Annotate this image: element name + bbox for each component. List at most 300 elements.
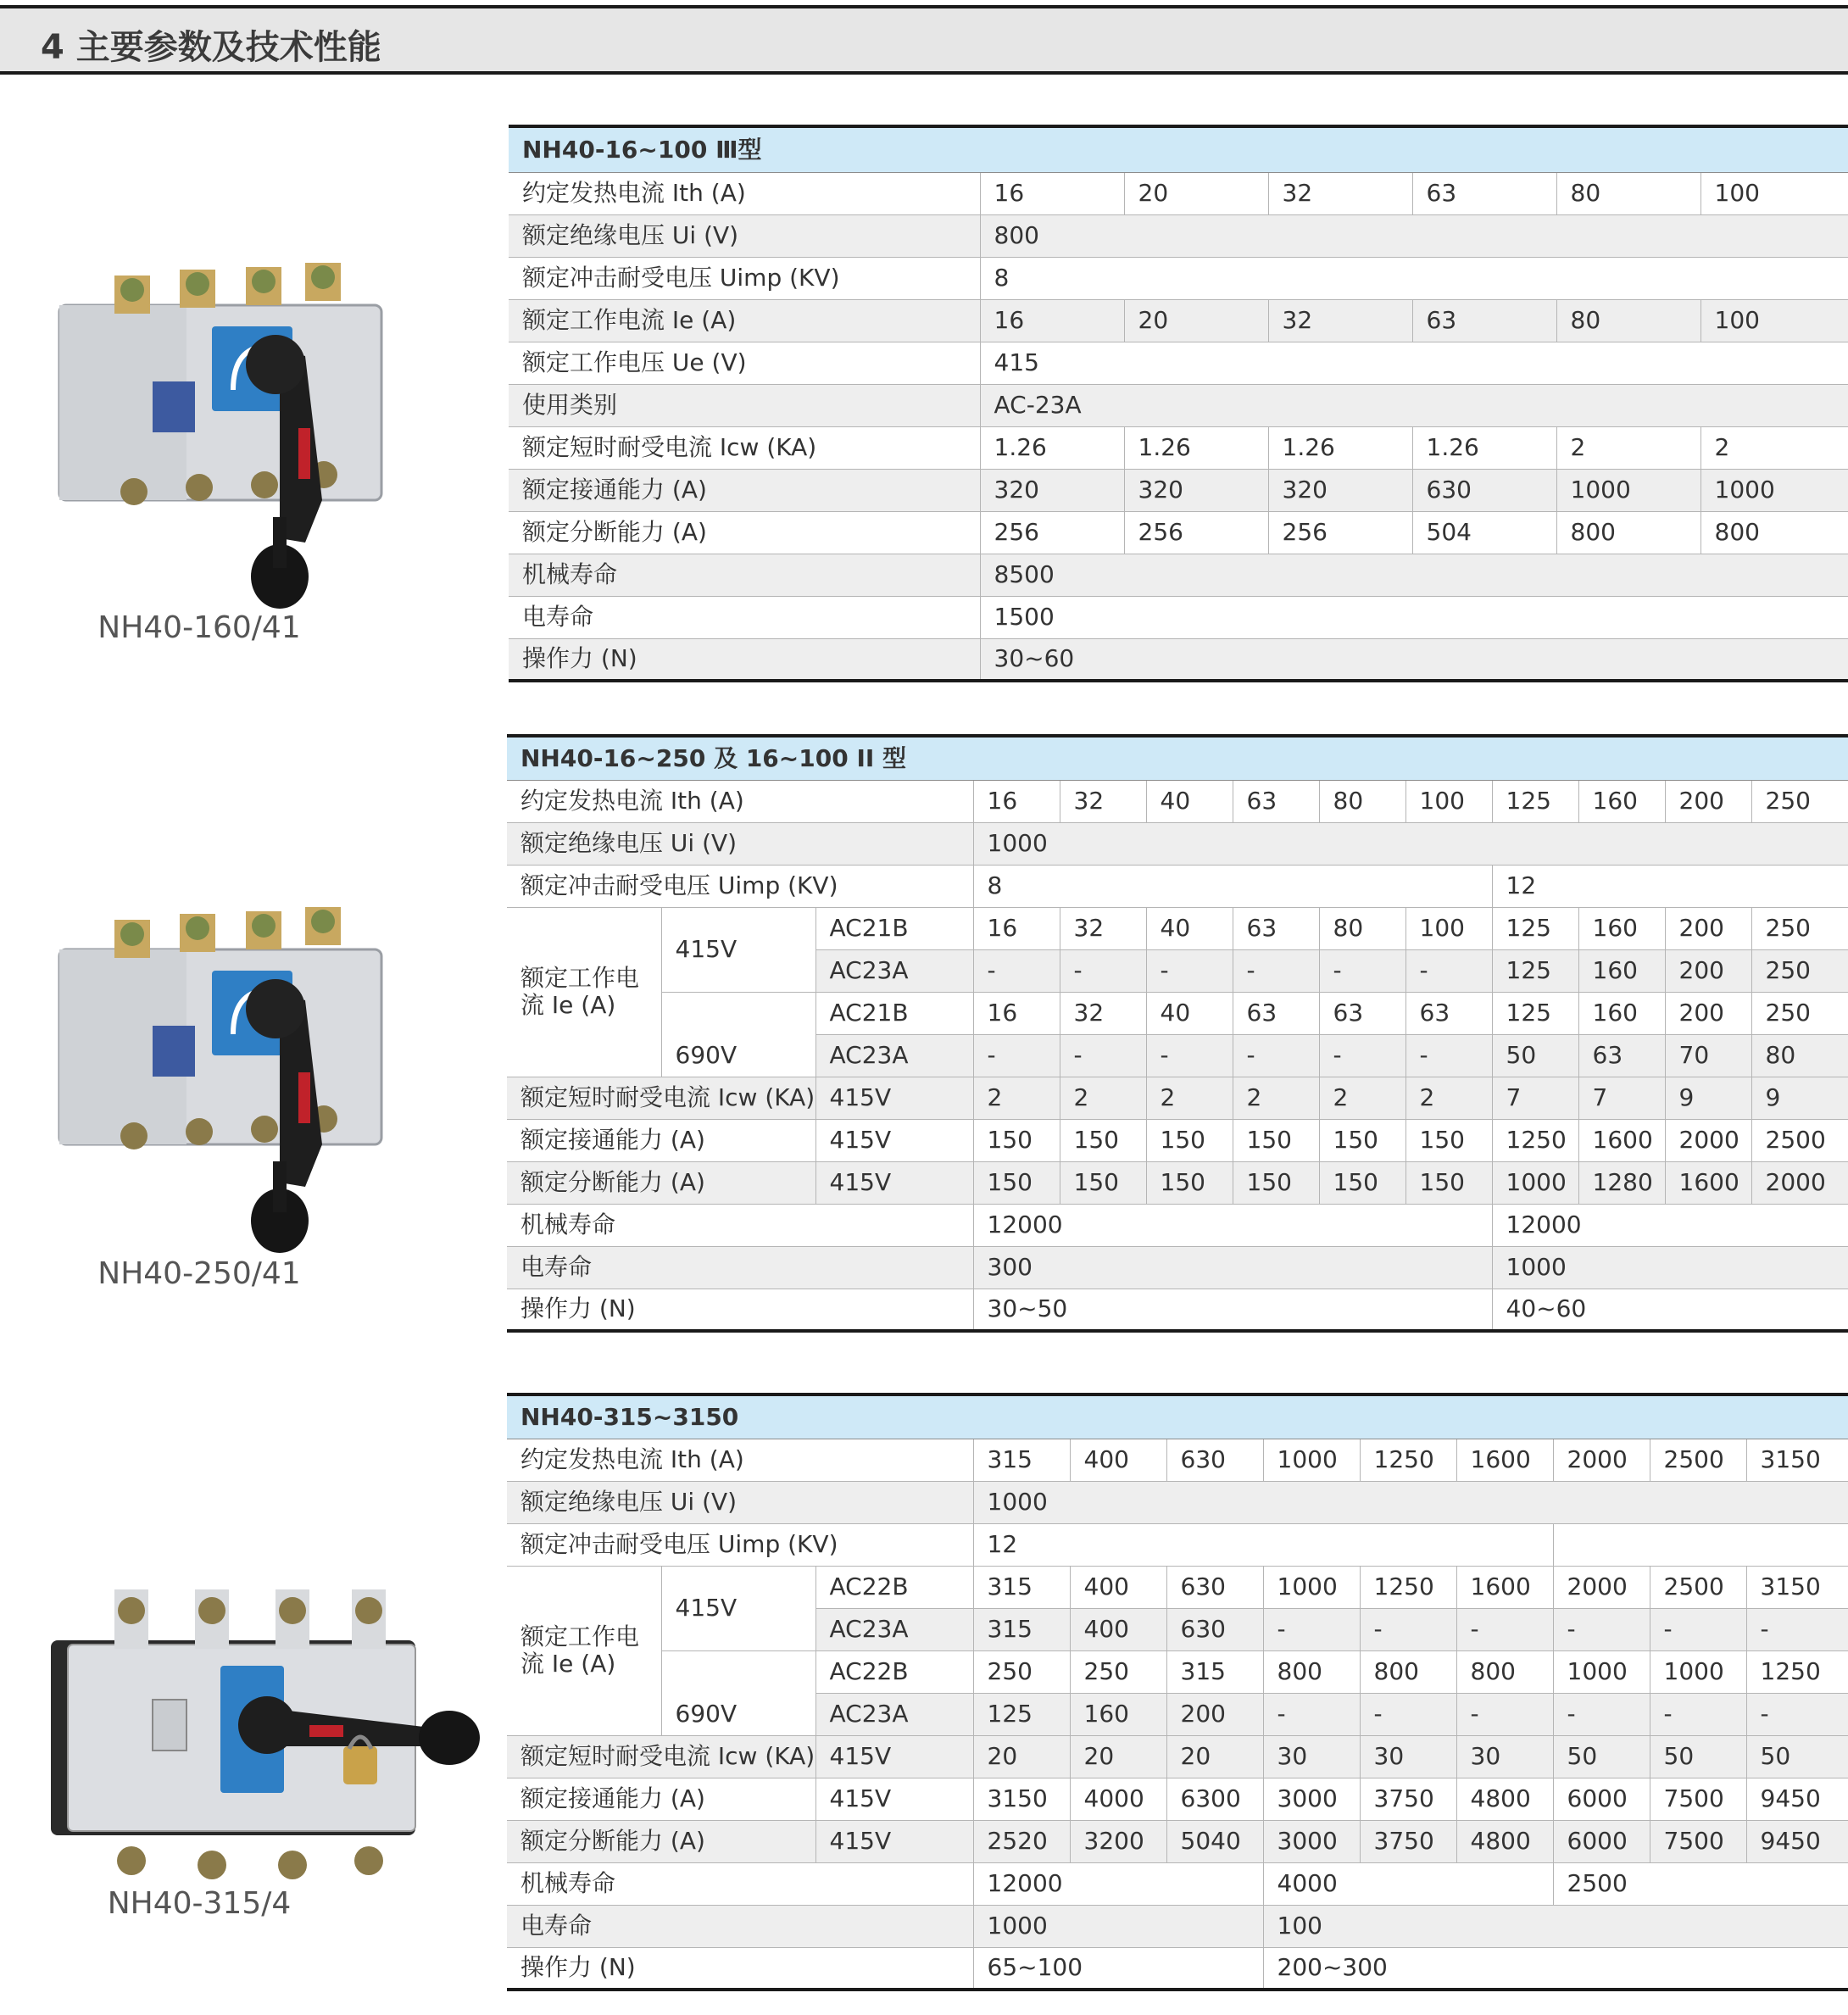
voltage-label: 415V xyxy=(815,1119,973,1161)
table-cell: 1600 xyxy=(1456,1439,1553,1481)
table-cell: 40 xyxy=(1146,992,1233,1034)
table-cell: 800 xyxy=(1263,1650,1360,1693)
table-cell: - xyxy=(1553,1608,1650,1650)
switch-product-image-2 xyxy=(51,890,390,1263)
table-cell: 1250 xyxy=(1746,1650,1848,1693)
table-row xyxy=(509,511,1848,554)
table-cell: - xyxy=(1360,1693,1456,1735)
table-cell: 200 xyxy=(1665,907,1751,949)
table-cell: - xyxy=(1146,949,1233,992)
category-label: AC21B xyxy=(815,907,973,949)
category-label: AC23A xyxy=(815,1034,973,1077)
row-label: 额定绝缘电压 Ui (V) xyxy=(507,1481,973,1523)
table-cell: 2 xyxy=(1700,426,1848,469)
table-row xyxy=(507,1439,1848,1481)
table-cell: 800 xyxy=(980,214,1848,257)
table-cell: 63 xyxy=(1233,907,1319,949)
table-cell: 315 xyxy=(973,1566,1070,1608)
table-cell: 1600 xyxy=(1456,1566,1553,1608)
table-cell: 1000 xyxy=(1650,1650,1746,1693)
table-cell: 125 xyxy=(1492,992,1578,1034)
table-cell: 2 xyxy=(1146,1077,1233,1119)
table-row xyxy=(509,426,1848,469)
table-cell: - xyxy=(1360,1608,1456,1650)
table-cell: 7500 xyxy=(1650,1820,1746,1862)
table-cell: 800 xyxy=(1360,1650,1456,1693)
table-cell: 30 xyxy=(1263,1735,1360,1778)
table-cell: 63 xyxy=(1405,992,1492,1034)
table-cell: 20 xyxy=(973,1735,1070,1778)
table-cell: - xyxy=(1553,1693,1650,1735)
table-cell: 8 xyxy=(980,257,1848,299)
table-cell: 504 xyxy=(1412,511,1556,554)
table-cell: 63 xyxy=(1233,992,1319,1034)
table-row xyxy=(507,1947,1848,1990)
table-cell: 150 xyxy=(973,1119,1060,1161)
table-cell: 80 xyxy=(1319,780,1405,822)
table-cell: 315 xyxy=(973,1439,1070,1481)
table-cell: AC-23A xyxy=(980,384,1848,426)
table-row xyxy=(507,1566,1848,1608)
table-title: NH40-16~100 Ⅲ型 xyxy=(509,126,1848,172)
spec-table-1 xyxy=(509,125,1848,682)
table-cell: 3150 xyxy=(1746,1439,1848,1481)
table-cell: 30 xyxy=(1456,1735,1553,1778)
row-label: 额定接通能力 (A) xyxy=(507,1778,815,1820)
table-title: NH40-16~250 及 16~100 II 型 xyxy=(507,736,1848,780)
table-cell: 1.26 xyxy=(980,426,1124,469)
table-cell: 16 xyxy=(973,780,1060,822)
section-title: 4 主要参数及技术性能 xyxy=(41,28,381,67)
table-cell: 320 xyxy=(1124,469,1268,511)
table-cell: - xyxy=(1319,1034,1405,1077)
table-cell: 3750 xyxy=(1360,1820,1456,1862)
table-cell: 800 xyxy=(1456,1650,1553,1693)
table-cell: - xyxy=(1319,949,1405,992)
switch-product-image-3 xyxy=(47,1572,487,1912)
row-label: 电寿命 xyxy=(507,1246,973,1289)
table-cell: 2520 xyxy=(973,1820,1070,1862)
table-cell: 800 xyxy=(1700,511,1848,554)
table-cell: 80 xyxy=(1556,172,1700,214)
table-cell: 1000 xyxy=(973,1905,1263,1947)
table-cell: - xyxy=(1146,1034,1233,1077)
table-cell: 256 xyxy=(980,511,1124,554)
table-row xyxy=(509,257,1848,299)
table-cell: 630 xyxy=(1166,1608,1263,1650)
table-cell: 200 xyxy=(1665,780,1751,822)
table-cell: 1600 xyxy=(1665,1161,1751,1204)
table-cell: - xyxy=(1746,1608,1848,1650)
table-row xyxy=(507,1862,1848,1905)
table-cell: 3150 xyxy=(1746,1566,1848,1608)
table-cell: 800 xyxy=(1556,511,1700,554)
table-row xyxy=(509,596,1848,638)
table-cell: 1250 xyxy=(1492,1119,1578,1161)
table-cell: 12000 xyxy=(973,1204,1492,1246)
table-cell: 1250 xyxy=(1360,1566,1456,1608)
table-cell: 30 xyxy=(1360,1735,1456,1778)
table-cell: 125 xyxy=(973,1693,1070,1735)
table-cell: 1.26 xyxy=(1268,426,1412,469)
table-cell: - xyxy=(1650,1608,1746,1650)
table-cell: 3750 xyxy=(1360,1778,1456,1820)
table-cell: 400 xyxy=(1070,1566,1166,1608)
table-cell: 40 xyxy=(1146,907,1233,949)
table-cell: - xyxy=(1746,1693,1848,1735)
table-cell: 3150 xyxy=(973,1778,1070,1820)
table-row xyxy=(507,822,1848,865)
table-cell: 400 xyxy=(1070,1439,1166,1481)
table-cell: 200 xyxy=(1166,1693,1263,1735)
table-cell: 40~60 xyxy=(1492,1289,1848,1331)
row-label: 额定冲击耐受电压 Uimp (KV) xyxy=(507,1523,973,1566)
table-cell: 20 xyxy=(1070,1735,1166,1778)
table-cell: 6000 xyxy=(1553,1820,1650,1862)
table-cell: 80 xyxy=(1556,299,1700,342)
row-label: 约定发热电流 Ith (A) xyxy=(509,172,980,214)
table-cell: 200 xyxy=(1665,949,1751,992)
table-cell: 63 xyxy=(1319,992,1405,1034)
table-cell: 9 xyxy=(1665,1077,1751,1119)
table-cell: 70 xyxy=(1665,1034,1751,1077)
table-cell: - xyxy=(1263,1693,1360,1735)
table-cell: 3200 xyxy=(1070,1820,1166,1862)
row-label: 额定冲击耐受电压 Uimp (KV) xyxy=(507,865,973,907)
row-label: 额定接通能力 (A) xyxy=(507,1119,815,1161)
table-cell: 160 xyxy=(1578,780,1665,822)
table-cell: 7 xyxy=(1492,1077,1578,1119)
table-cell: 16 xyxy=(980,172,1124,214)
row-label: 额定短时耐受电流 Icw (KA) xyxy=(507,1735,815,1778)
row-label: 机械寿命 xyxy=(507,1862,973,1905)
table-cell: 40 xyxy=(1146,780,1233,822)
table-row xyxy=(507,1650,1848,1693)
table-cell: 1000 xyxy=(973,1481,1848,1523)
table-cell: 400 xyxy=(1070,1608,1166,1650)
product-label-1: NH40-160/41 xyxy=(97,610,301,645)
product-label-3: NH40-315/4 xyxy=(107,1886,292,1921)
table-cell: 8 xyxy=(973,865,1492,907)
table-cell: 3000 xyxy=(1263,1778,1360,1820)
spec-table-2 xyxy=(507,734,1848,1333)
product-label-2: NH40-250/41 xyxy=(97,1256,301,1291)
table-cell: 100 xyxy=(1700,172,1848,214)
table-row xyxy=(507,865,1848,907)
table-cell: 415 xyxy=(980,342,1848,384)
table-cell: 1000 xyxy=(1556,469,1700,511)
table-cell: 5040 xyxy=(1166,1820,1263,1862)
table-row xyxy=(507,1820,1848,1862)
table-cell: 150 xyxy=(1405,1119,1492,1161)
table-cell: 50 xyxy=(1650,1735,1746,1778)
table-cell: 320 xyxy=(1268,469,1412,511)
table-cell: 4800 xyxy=(1456,1778,1553,1820)
table-cell: - xyxy=(1060,1034,1146,1077)
table-row xyxy=(507,1161,1848,1204)
table-cell: 1000 xyxy=(973,822,1848,865)
voltage-label: 415V xyxy=(815,1778,973,1820)
table-cell: 100 xyxy=(1405,907,1492,949)
row-label: 额定工作电压 Ue (V) xyxy=(509,342,980,384)
table-cell: 32 xyxy=(1268,172,1412,214)
table-cell: 32 xyxy=(1060,780,1146,822)
row-label: 额定分断能力 (A) xyxy=(507,1820,815,1862)
table-cell: 1000 xyxy=(1492,1161,1578,1204)
table-cell: 2000 xyxy=(1665,1119,1751,1161)
voltage-label: 690V xyxy=(661,1650,815,1735)
table-cell: 1000 xyxy=(1553,1650,1650,1693)
table-cell: - xyxy=(1060,949,1146,992)
table-row xyxy=(509,638,1848,681)
table-cell: 630 xyxy=(1412,469,1556,511)
table-cell: - xyxy=(1405,949,1492,992)
table-cell: - xyxy=(973,949,1060,992)
voltage-label: 690V xyxy=(661,992,815,1077)
table-cell: 256 xyxy=(1124,511,1268,554)
table-cell: 80 xyxy=(1319,907,1405,949)
table-cell: 9 xyxy=(1751,1077,1848,1119)
table-cell: 50 xyxy=(1492,1034,1578,1077)
table-cell: 32 xyxy=(1060,907,1146,949)
table-cell: - xyxy=(1233,1034,1319,1077)
table-cell: 1000 xyxy=(1263,1439,1360,1481)
table-row xyxy=(507,1246,1848,1289)
table-cell: 100 xyxy=(1263,1905,1848,1947)
table-cell: 315 xyxy=(973,1608,1070,1650)
row-label: 额定短时耐受电流 Icw (KA) xyxy=(509,426,980,469)
table-cell: - xyxy=(973,1034,1060,1077)
table-cell: 32 xyxy=(1060,992,1146,1034)
table-cell: 2000 xyxy=(1751,1161,1848,1204)
table-cell: 1600 xyxy=(1578,1119,1665,1161)
table-cell: 2 xyxy=(973,1077,1060,1119)
table-cell: 20 xyxy=(1124,172,1268,214)
table-cell: 2000 xyxy=(1553,1566,1650,1608)
row-label: 额定绝缘电压 Ui (V) xyxy=(507,822,973,865)
table-cell: 6000 xyxy=(1553,1778,1650,1820)
row-label: 电寿命 xyxy=(509,596,980,638)
table-cell: 63 xyxy=(1233,780,1319,822)
table-cell: 315 xyxy=(1166,1650,1263,1693)
row-label: 机械寿命 xyxy=(509,554,980,596)
table-row xyxy=(507,1119,1848,1161)
table-row xyxy=(509,554,1848,596)
table-cell: 320 xyxy=(980,469,1124,511)
table-cell: 2 xyxy=(1405,1077,1492,1119)
table-cell: 2500 xyxy=(1650,1566,1746,1608)
table-cell: - xyxy=(1233,949,1319,992)
table-row xyxy=(507,1905,1848,1947)
table-cell: 4800 xyxy=(1456,1820,1553,1862)
table-cell: 1.26 xyxy=(1124,426,1268,469)
table-cell: 2 xyxy=(1233,1077,1319,1119)
table-cell: 150 xyxy=(1405,1161,1492,1204)
table-cell: 630 xyxy=(1166,1439,1263,1481)
table-cell: 16 xyxy=(980,299,1124,342)
table-cell: 250 xyxy=(1751,992,1848,1034)
table-cell: - xyxy=(1650,1693,1746,1735)
table-cell: 2 xyxy=(1060,1077,1146,1119)
table-cell: 125 xyxy=(1492,780,1578,822)
row-label: 操作力 (N) xyxy=(507,1947,973,1990)
table-cell: 160 xyxy=(1070,1693,1166,1735)
table-row xyxy=(507,1778,1848,1820)
table-cell: 16 xyxy=(973,907,1060,949)
table-cell: 1000 xyxy=(1492,1246,1848,1289)
table-cell: 1250 xyxy=(1360,1439,1456,1481)
row-label: 电寿命 xyxy=(507,1905,973,1947)
table-cell: 150 xyxy=(973,1161,1060,1204)
table-cell: 160 xyxy=(1578,949,1665,992)
table-cell: 160 xyxy=(1578,992,1665,1034)
table-cell: 256 xyxy=(1268,511,1412,554)
category-label: AC22B xyxy=(815,1566,973,1608)
row-label: 使用类别 xyxy=(509,384,980,426)
table-row xyxy=(507,780,1848,822)
table-cell: - xyxy=(1405,1034,1492,1077)
table-cell: 12 xyxy=(973,1523,1553,1566)
table-cell: 80 xyxy=(1751,1034,1848,1077)
table-cell: 150 xyxy=(1146,1161,1233,1204)
table-cell: 20 xyxy=(1166,1735,1263,1778)
table-row xyxy=(507,1481,1848,1523)
table-cell: 4000 xyxy=(1070,1778,1166,1820)
table-row xyxy=(507,1523,1848,1566)
table-cell: - xyxy=(1456,1608,1553,1650)
table-cell: 12000 xyxy=(1492,1204,1848,1246)
table-cell: 2 xyxy=(1319,1077,1405,1119)
table-cell: - xyxy=(1456,1693,1553,1735)
category-label: AC23A xyxy=(815,1608,973,1650)
spec-table-3 xyxy=(507,1393,1848,1991)
table-cell: 9450 xyxy=(1746,1820,1848,1862)
table-cell: 200 xyxy=(1665,992,1751,1034)
table-cell: 8500 xyxy=(980,554,1848,596)
table-cell: 1280 xyxy=(1578,1161,1665,1204)
table-cell: 2 xyxy=(1556,426,1700,469)
table-cell: 50 xyxy=(1746,1735,1848,1778)
row-label: 额定短时耐受电流 Icw (KA) xyxy=(507,1077,815,1119)
table-title: NH40-315~3150 xyxy=(507,1394,1848,1439)
table-row xyxy=(509,384,1848,426)
row-label: 额定接通能力 (A) xyxy=(509,469,980,511)
voltage-label: 415V xyxy=(815,1077,973,1119)
voltage-label: 415V xyxy=(815,1820,973,1862)
table-cell: 300 xyxy=(973,1246,1492,1289)
table-cell: 6300 xyxy=(1166,1778,1263,1820)
table-cell: 32 xyxy=(1268,299,1412,342)
table-cell: 200~300 xyxy=(1263,1947,1848,1990)
row-label: 约定发热电流 Ith (A) xyxy=(507,780,973,822)
row-label: 额定工作电流 Ie (A) xyxy=(509,299,980,342)
table-cell: 160 xyxy=(1578,907,1665,949)
row-label: 额定冲击耐受电压 Uimp (KV) xyxy=(509,257,980,299)
table-cell: 12 xyxy=(1492,865,1848,907)
table-cell: 7500 xyxy=(1650,1778,1746,1820)
voltage-label: 415V xyxy=(815,1735,973,1778)
row-label: 约定发热电流 Ith (A) xyxy=(507,1439,973,1481)
category-label: AC23A xyxy=(815,949,973,992)
table-cell: 1000 xyxy=(1263,1566,1360,1608)
table-cell: 30~60 xyxy=(980,638,1848,681)
table-cell: 20 xyxy=(1124,299,1268,342)
table-cell: 1000 xyxy=(1700,469,1848,511)
table-cell: 150 xyxy=(1319,1161,1405,1204)
row-label: 额定工作电流 Ie (A) xyxy=(507,907,661,1077)
category-label: AC22B xyxy=(815,1650,973,1693)
table-cell: 150 xyxy=(1319,1119,1405,1161)
table-cell: 50 xyxy=(1553,1735,1650,1778)
table-cell: 150 xyxy=(1060,1119,1146,1161)
table-cell: 16 xyxy=(973,992,1060,1034)
table-row xyxy=(507,992,1848,1034)
table-cell: 100 xyxy=(1405,780,1492,822)
table-cell: 7 xyxy=(1578,1077,1665,1119)
table-row xyxy=(507,907,1848,949)
table-cell: 2500 xyxy=(1650,1439,1746,1481)
table-cell: 630 xyxy=(1166,1566,1263,1608)
table-cell: 1.26 xyxy=(1412,426,1556,469)
table-cell: 125 xyxy=(1492,907,1578,949)
table-cell: 125 xyxy=(1492,949,1578,992)
table-cell: 250 xyxy=(1751,780,1848,822)
switch-product-image-1 xyxy=(51,246,390,619)
table-cell: 63 xyxy=(1412,299,1556,342)
row-label: 额定分断能力 (A) xyxy=(507,1161,815,1204)
table-cell: 30~50 xyxy=(973,1289,1492,1331)
row-label: 额定绝缘电压 Ui (V) xyxy=(509,214,980,257)
table-cell: 4000 xyxy=(1263,1862,1553,1905)
table-cell: 63 xyxy=(1412,172,1556,214)
table-cell: 100 xyxy=(1700,299,1848,342)
row-label: 操作力 (N) xyxy=(507,1289,973,1331)
table-row xyxy=(507,1204,1848,1246)
table-row xyxy=(507,1077,1848,1119)
table-cell: 63 xyxy=(1578,1034,1665,1077)
table-cell: 150 xyxy=(1233,1119,1319,1161)
table-cell: 150 xyxy=(1146,1119,1233,1161)
table-row xyxy=(509,469,1848,511)
voltage-label: 415V xyxy=(815,1161,973,1204)
row-label: 操作力 (N) xyxy=(509,638,980,681)
table-cell: 2500 xyxy=(1553,1862,1848,1905)
table-cell: 150 xyxy=(1060,1161,1146,1204)
voltage-label: 415V xyxy=(661,1566,815,1650)
table-cell: - xyxy=(1263,1608,1360,1650)
table-row xyxy=(509,172,1848,214)
table-cell: 2000 xyxy=(1553,1439,1650,1481)
table-cell xyxy=(1553,1523,1848,1566)
table-row xyxy=(507,1735,1848,1778)
table-cell: 250 xyxy=(1070,1650,1166,1693)
table-row xyxy=(509,214,1848,257)
row-label: 额定工作电流 Ie (A) xyxy=(507,1566,661,1735)
table-row xyxy=(507,1289,1848,1331)
voltage-label: 415V xyxy=(661,907,815,992)
table-cell: 12000 xyxy=(973,1862,1263,1905)
row-label: 机械寿命 xyxy=(507,1204,973,1246)
table-row xyxy=(509,299,1848,342)
category-label: AC23A xyxy=(815,1693,973,1735)
category-label: AC21B xyxy=(815,992,973,1034)
table-cell: 9450 xyxy=(1746,1778,1848,1820)
table-cell: 250 xyxy=(973,1650,1070,1693)
table-cell: 3000 xyxy=(1263,1820,1360,1862)
table-cell: 65~100 xyxy=(973,1947,1263,1990)
table-cell: 2500 xyxy=(1751,1119,1848,1161)
table-row xyxy=(509,342,1848,384)
